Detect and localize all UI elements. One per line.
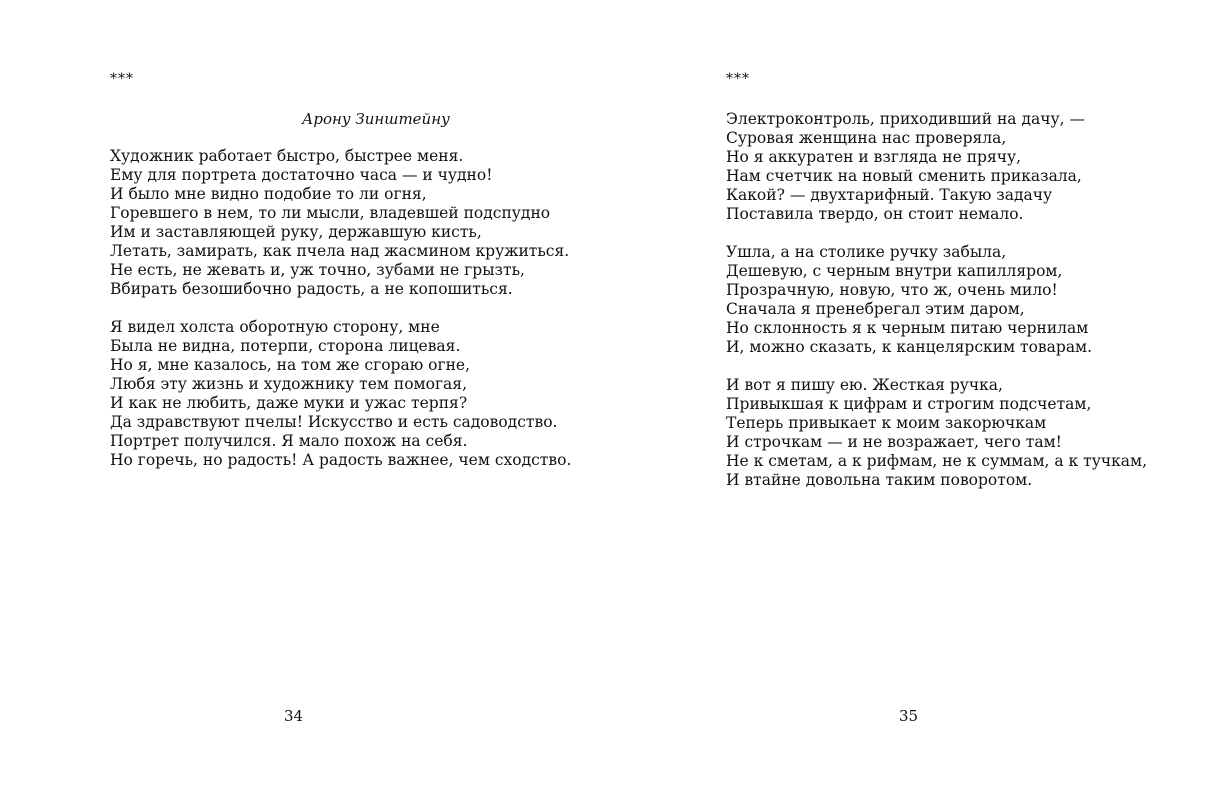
poem-line: Не есть, не жевать и, уж точно, зубами не грызть, [110,261,525,279]
stanza [726,110,1147,224]
poem-line: Сначала я пренебрегал этим даром, [726,300,1025,318]
page-number: 34 [284,707,304,725]
stanza [110,147,571,299]
poem-line: Привыкшая к цифрам и строгим подсчетам, [726,395,1092,413]
poem-line: И как не любить, даже муки и ужас терпя? [110,394,468,412]
poem-line: Летать, замирать, как пчела над жасмином кружиться. [110,242,570,260]
poem-line: Прозрачную, новую, что ж, очень мило! [726,281,1058,299]
poem-line: Но я, мне казалось, на том же сгораю огне, [110,356,471,374]
section-separator: *** [110,71,134,87]
poem-line: Но я аккуратен и взгляда не прячу, [726,148,1022,166]
poem [726,110,1147,490]
poem-line: Я видел холста оборотную сторону, мне [110,318,440,336]
stanza [110,318,571,470]
poem-line: Электроконтроль, приходивший на дачу, — [726,110,1085,128]
stanza [726,243,1147,357]
poem-line: Художник работает быстро, быстрее меня. [110,147,464,165]
poem-line: Была не видна, потерпи, сторона лицевая. [110,337,461,355]
poem-line: И вот я пишу ею. Жесткая ручка, [726,376,1003,394]
dedication: Арону Зинштейну [302,110,450,128]
poem-line: Им и заставляющей руку, державшую кисть, [110,223,482,241]
stanza [726,376,1147,490]
poem-line: И, можно сказать, к канцелярским товарам. [726,338,1093,356]
poem-line: И втайне довольна таким поворотом. [726,471,1033,489]
poem-line: Не к сметам, а к рифмам, не к суммам, а к тучкам, [726,452,1147,470]
poem-line: Горевшего в нем, то ли мысли, владевшей подспудно [110,204,551,222]
poem-line: Ему для портрета достаточно часа — и чудно! [110,166,493,184]
poem-line: Суровая женщина нас проверяла, [726,129,1007,147]
poem-line: Но горечь, но радость! А радость важнее, чем сходство. [110,451,572,469]
poem-line: Портрет получился. Я мало похож на себя. [110,432,468,450]
poem-line: Поставила твердо, он стоит немало. [726,205,1024,223]
poem-line: Вбирать безошибочно радость, а не копошиться. [110,280,513,298]
poem-line: Да здравствуют пчелы! Искусство и есть садоводство. [110,413,558,431]
poem-line: Но склонность я к черным питаю чернилам [726,319,1089,337]
poem-line: И строчкам — и не возражает, чего там! [726,433,1062,451]
poem-line: Какой? — двухтарифный. Такую задачу [726,186,1053,204]
page-number: 35 [899,707,919,725]
poem-line: Любя эту жизнь и художнику тем помогая, [110,375,468,393]
section-separator: *** [726,71,750,87]
poem-line: Нам счетчик на новый сменить приказала, [726,167,1082,185]
right-page [606,0,1212,800]
poem-line: Теперь привыкает к моим закорючкам [726,414,1047,432]
poem-line: Дешевую, с черным внутри капилляром, [726,262,1063,280]
poem-line: И было мне видно подобие то ли огня, [110,185,427,203]
poem [110,147,571,470]
poem-line: Ушла, а на столике ручку забыла, [726,243,1007,261]
